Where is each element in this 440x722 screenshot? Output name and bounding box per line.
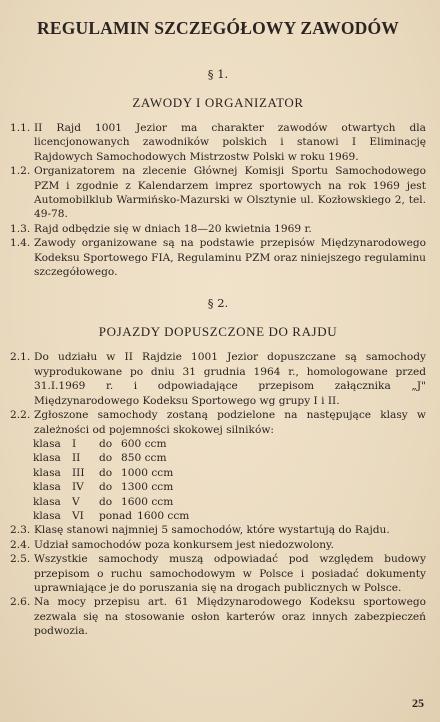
paragraph-text: Na mocy przepisu art. 61 Międzynarodowego Kodeksu sportowego zezwala się na stosowanie osłon karterów oraz innych zabezpieczeń podwozia. — [34, 596, 426, 638]
paragraph-1-4 — [10, 236, 426, 279]
class-word: klasa — [33, 437, 61, 450]
engine-class-row — [33, 437, 426, 451]
paragraph-2-4 — [10, 538, 426, 552]
class-roman: IV — [72, 481, 84, 494]
class-preposition: do — [99, 495, 113, 508]
class-preposition: do — [99, 437, 113, 450]
class-word: klasa — [33, 481, 61, 494]
class-word: klasa — [33, 452, 61, 465]
paragraph-text: Zawody organizowane są na podstawie przepisów Międzynarodowego Kodeksu Sportowego FIA, Regulaminu PZM oraz niniejszego regulaminu szczegółowego. — [34, 237, 426, 279]
class-word: klasa — [33, 495, 61, 508]
class-roman: II — [72, 452, 81, 465]
engine-class-row — [33, 480, 426, 494]
class-roman: V — [72, 495, 80, 508]
document-title: REGULAMIN SZCZEGÓŁOWY ZAWODÓW — [36, 18, 399, 38]
paragraph-number: 2.5. — [10, 553, 31, 566]
engine-class-row — [33, 495, 426, 509]
paragraph-2-5 — [10, 552, 426, 595]
paragraph-text: Do udziału w II Rajdzie 1001 Jezior dopuszczane są samochody wyprodukowane po dniu 31 grudnia 1964 r., homologowane przed 31.I.1969 r. i odpowiadające przepisom załącznika „J" Międzynarodowego Kodeksu Sportowego wg grupy I i II. — [34, 351, 426, 407]
class-preposition: do — [99, 452, 113, 465]
paragraph-number: 2.6. — [10, 596, 31, 609]
class-preposition: ponad — [99, 509, 133, 522]
paragraph-1-3 — [10, 222, 426, 236]
paragraph-2-6 — [10, 595, 426, 638]
paragraph-2-2 — [10, 408, 426, 437]
paragraph-text: Klasę stanowi najmniej 5 samochodów, które wystartują do Rajdu. — [34, 524, 390, 537]
class-preposition: do — [99, 481, 113, 494]
class-roman: III — [72, 466, 85, 479]
section-2-label: § 2. — [207, 296, 229, 311]
section-1-label: § 1. — [207, 67, 229, 81]
paragraph-2-3 — [10, 523, 426, 537]
engine-class-row — [33, 466, 426, 480]
class-capacity: 1000 ccm — [121, 466, 174, 479]
paragraph-text: Udział samochodów poza konkursem jest niedozwolony. — [34, 538, 334, 551]
paragraph-number: 2.2. — [10, 409, 31, 422]
class-roman: I — [72, 437, 77, 450]
paragraph-number: 2.4. — [10, 538, 31, 551]
engine-class-list — [33, 437, 426, 523]
engine-class-row — [33, 509, 426, 523]
paragraph-2-1 — [10, 350, 426, 408]
paragraph-text: Zgłoszone samochody zostaną podzielone na następujące klasy w zależności od pojemności skokowej silników: — [34, 409, 426, 436]
engine-class-row — [33, 451, 426, 465]
paragraph-1-1 — [10, 121, 426, 164]
paragraph-text: II Rajd 1001 Jezior ma charakter zawodów otwartych dla licencjonowanych zawodników polskich i stanowi I Eliminację Rajdowych Samochodowych Mistrzostw Polski w roku 1969. — [34, 122, 426, 163]
paragraph-number: 2.3. — [10, 524, 31, 537]
section-1-heading: ZAWODY I ORGANIZATOR — [132, 95, 304, 110]
paragraph-number: 1.4. — [10, 237, 31, 250]
page-number: 25 — [412, 696, 424, 710]
class-capacity: 1600 ccm — [137, 509, 190, 522]
paragraph-number: 1.2. — [10, 165, 31, 178]
class-capacity: 1300 ccm — [121, 481, 174, 494]
class-capacity: 850 ccm — [121, 452, 167, 465]
section-1-items — [10, 121, 426, 279]
paragraph-number: 2.1. — [10, 351, 31, 364]
paragraph-text: Organizatorem na zlecenie Głównej Komisji Sportu Samochodowego PZM i zgodnie z Kalendarzem imprez sportowych na rok 1969 jest Automobilklub Warmińsko-Mazurski w Olsztynie ul. Kozłowskiego 2, tel. 49-78. — [34, 165, 426, 221]
class-word: klasa — [33, 509, 61, 522]
section-2-heading: POJAZDY DOPUSZCZONE DO RAJDU — [98, 324, 338, 340]
class-capacity: 600 ccm — [121, 437, 167, 450]
paragraph-1-2 — [10, 164, 426, 222]
paragraph-text: Wszystkie samochody muszą odpowiadać pod względem budowy przepisom o ruchu samochodowym w Polsce i posiadać dokumenty uprawniające je do poruszania się na drogach publicznych w Polsce. — [34, 553, 426, 594]
class-preposition: do — [99, 466, 113, 479]
class-roman: VI — [72, 509, 84, 522]
paragraph-text: Rajd odbędzie się w dniach 18—20 kwietnia 1969 r. — [34, 222, 312, 235]
paragraph-number: 1.3. — [10, 222, 31, 235]
class-capacity: 1600 ccm — [121, 495, 174, 508]
paragraph-number: 1.1. — [10, 122, 31, 134]
class-word: klasa — [33, 466, 61, 479]
section-2-items — [10, 350, 426, 638]
